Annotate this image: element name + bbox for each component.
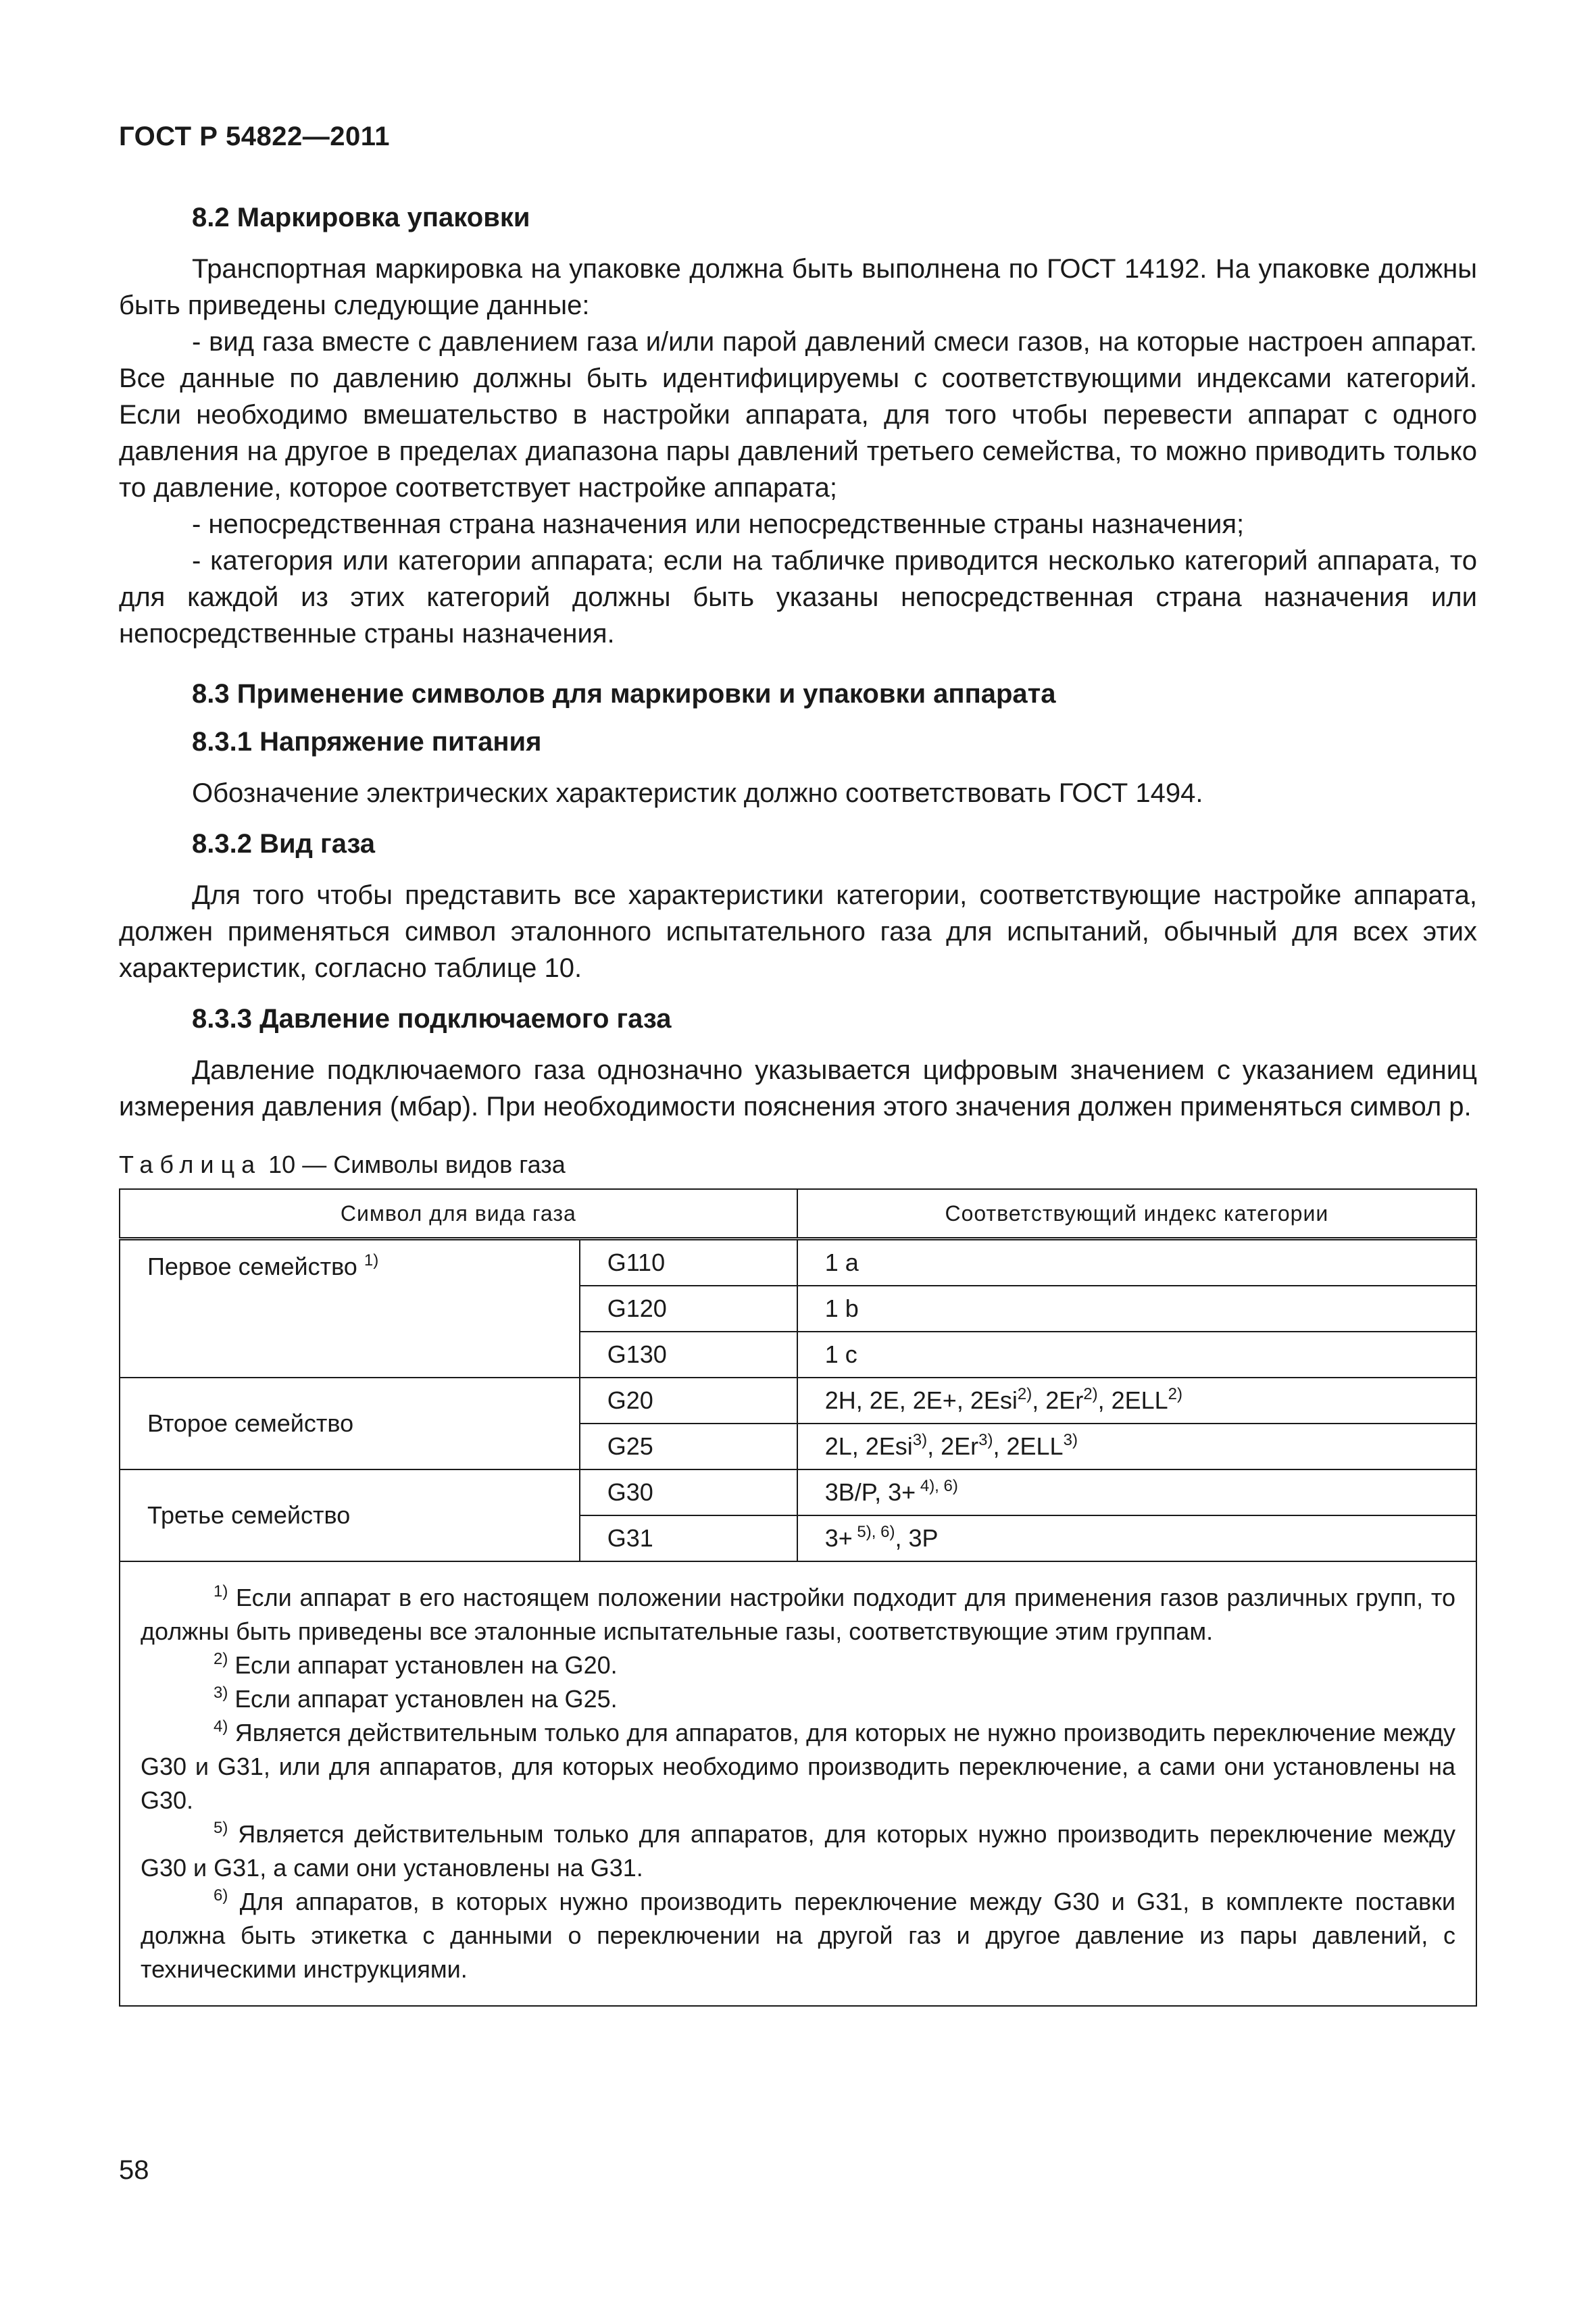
category-index-cell: 2H, 2E, 2E+, 2Esi$^{2)}$, 2Er$^{2)}$, 2ELL$^{2)}$ — [797, 1378, 1476, 1424]
page-number: 58 — [119, 2155, 149, 2185]
document-body — [119, 203, 1477, 2007]
gas-symbols-table — [119, 1188, 1477, 2007]
table-notes-row — [120, 1561, 1476, 2006]
category-index-cell: 3+ $^{5), 6)}$, 3P — [797, 1515, 1476, 1561]
gas-code-cell: G130 — [580, 1332, 797, 1378]
table-note: $^{6)}$ Для аппаратов, в которых нужно производить переключение между G30 и G31, в комплекте поставки должна быть этикетка с данными о переключении на другой газ и другое давление из пары давлений, с техническими инструкциями. — [141, 1886, 1455, 1983]
paragraph: Давление подключаемого газа однозначно указывается цифровым значением с указанием единиц измерения давления (мбар). При необходимости пояснения этого значения должен применяться символ р. — [119, 1055, 1477, 1122]
category-index-cell: 1 a — [797, 1239, 1476, 1286]
table-caption: Таблица 10 — Символы видов газа — [119, 1151, 566, 1178]
paragraph: Для того чтобы представить все характеристики категории, соответствующие настройке аппарата, должен применяться символ эталонного испытательного газа для испытаний, обычный для всех этих характеристик, согласно таблице 10. — [119, 880, 1477, 983]
table-note: $^{2)}$ Если аппарат установлен на G20. — [214, 1650, 618, 1679]
paragraph: Обозначение электрических характеристик должно соответствовать ГОСТ 1494. — [192, 778, 1203, 808]
category-index-cell: 1 c — [797, 1332, 1476, 1378]
table-header-row — [120, 1189, 1476, 1239]
gas-code-cell: G120 — [580, 1286, 797, 1332]
section-8-3-heading: 8.3 Применение символов для маркировки и упаковки аппарата — [192, 679, 1056, 709]
table-note: $^{5)}$ Является действительным только для аппаратов, для которых нужно производить переключение между G30 и G31, а сами они установлены на G31. — [141, 1819, 1455, 1882]
table-note: $^{1)}$ Если аппарат в его настоящем положении настройки подходит для применения газов различных групп, то должны быть приведены все эталонные испытательные газы, соответствующие этим группам. — [141, 1582, 1455, 1645]
table-note: $^{4)}$ Является действительным только для аппаратов, для которых не нужно производить переключение между G30 и G31, или для аппаратов, для которых необходимо производить переключение, а сами они установлены на G30. — [141, 1717, 1455, 1814]
gas-code-cell: G30 — [580, 1469, 797, 1515]
paragraph: Транспортная маркировка на упаковке должна быть выполнена по ГОСТ 14192. На упаковке должны быть приведены следующие данные: — [119, 254, 1477, 320]
section-8-3-2-heading: 8.3.2 Вид газа — [192, 829, 376, 859]
paragraph: - категория или категории аппарата; если на табличке приводится несколько категорий аппарата, то для каждой из этих категорий должны быть указаны непосредственная страна назначения или непосредственные страны назначения. — [119, 546, 1477, 649]
family-cell: Первое семейство $^{1)}$ — [120, 1239, 580, 1378]
gas-code-cell: G110 — [580, 1239, 797, 1286]
gas-code-cell: G20 — [580, 1378, 797, 1424]
table-row — [120, 1469, 1476, 1515]
table-row — [120, 1378, 1476, 1424]
document-header: ГОСТ Р 54822—2011 — [119, 122, 390, 151]
paragraph: - непосредственная страна назначения или непосредственные страны назначения; — [192, 509, 1245, 539]
gas-code-cell: G25 — [580, 1424, 797, 1469]
paragraph: - вид газа вместе с давлением газа и/или парой давлений смеси газов, на которые настроен аппарат. Все данные по давлению должны быть идентифицируемы с соответствующими индексами категорий. Если необходимо вмешательство в настройки аппарата, для того чтобы перевести аппарат с одного давления на другое в пределах диапазона пары давлений третьего семейства, то можно приводить только то давление, которое соответствует настройке аппарата; — [119, 327, 1477, 503]
section-8-2-heading: 8.2 Маркировка упаковки — [192, 203, 530, 232]
table-note: $^{3)}$ Если аппарат установлен на G25. — [214, 1684, 618, 1713]
section-8-3-3-heading: 8.3.3 Давление подключаемого газа — [192, 1004, 672, 1034]
column-header: Символ для вида газа — [120, 1189, 797, 1239]
gas-code-cell: G31 — [580, 1515, 797, 1561]
family-cell: Третье семейство — [120, 1469, 580, 1561]
column-header: Соответствующий индекс категории — [797, 1189, 1476, 1239]
family-cell: Второе семейство — [120, 1378, 580, 1469]
category-index-cell: 1 b — [797, 1286, 1476, 1332]
table-notes — [120, 1561, 1476, 2006]
category-index-cell: 3B/P, 3+ $^{4), 6)}$ — [797, 1469, 1476, 1515]
section-8-3-1-heading: 8.3.1 Напряжение питания — [192, 727, 542, 757]
table-row — [120, 1239, 1476, 1286]
category-index-cell: 2L, 2Esi$^{3)}$, 2Er$^{3)}$, 2ELL$^{3)}$ — [797, 1424, 1476, 1469]
